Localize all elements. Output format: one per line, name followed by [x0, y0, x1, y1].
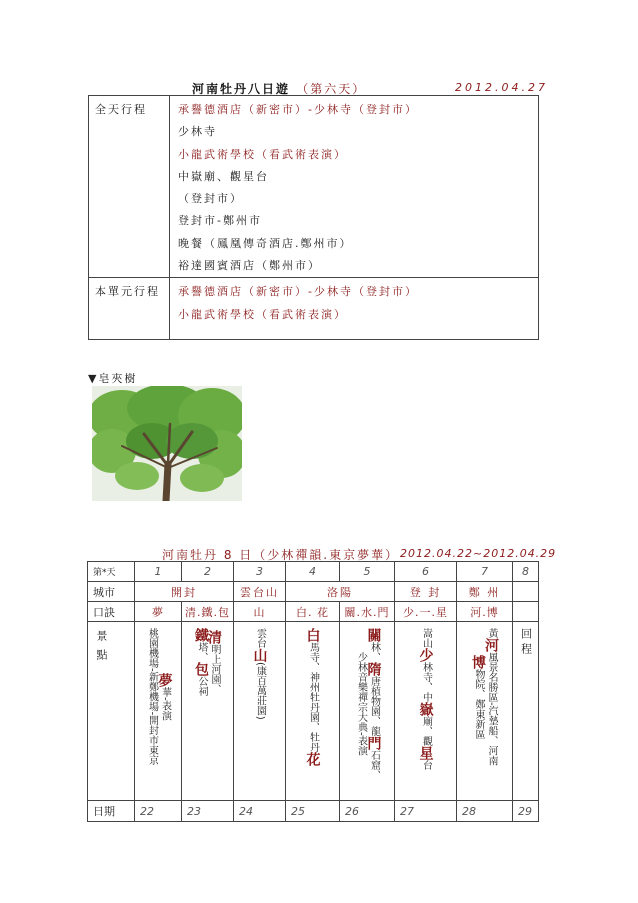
city-label: 城市	[88, 582, 135, 602]
sights-label-cell	[88, 622, 135, 801]
date-cell: 23	[182, 801, 234, 822]
header-date: 2012.04.27	[455, 81, 548, 94]
sights-text: 回程	[519, 628, 533, 658]
photo-caption: ▼皂夾樹	[88, 372, 138, 385]
itinerary-table	[88, 95, 539, 340]
sights-text: 黃河風景名勝區-汽墊船、河南	[483, 628, 499, 766]
itinerary-line: 少林寺	[178, 125, 217, 139]
schedule-date-row	[88, 801, 539, 822]
sights-cell	[513, 622, 539, 801]
day-number: 2	[182, 562, 234, 582]
sights-text: 鐵塔、包公祠	[193, 628, 209, 696]
date-cell: 28	[457, 801, 513, 822]
itinerary-line: 晚餐（鳳凰傳奇酒店.鄭州市）	[178, 236, 353, 250]
itinerary-line: 登封市-鄭州市	[178, 214, 262, 228]
tree-photo	[92, 386, 242, 501]
itinerary-label: 全天行程	[89, 96, 170, 278]
sights-text: 博物院、鄭東新區	[470, 654, 486, 739]
date-cell: 29	[513, 801, 539, 822]
itinerary-line: （登封市）	[178, 192, 243, 206]
day-label: （第六天）	[296, 82, 367, 96]
motto-label: 口訣	[88, 602, 135, 622]
city-cell: 雲台山	[234, 582, 286, 602]
sights-cell	[286, 622, 340, 801]
motto-cell-empty	[513, 602, 539, 622]
itinerary-content	[170, 278, 539, 340]
itinerary-row	[89, 96, 539, 278]
sights-text: 少林音樂禪宗大典-表演	[355, 652, 367, 756]
sights-cell	[457, 622, 513, 801]
sights-cell	[395, 622, 457, 801]
sights-cell	[340, 622, 395, 801]
schedule-motto-row	[88, 602, 539, 622]
sights-cell	[135, 622, 182, 801]
city-cell: 開封	[135, 582, 234, 602]
motto-cell: 河.博	[457, 602, 513, 622]
itinerary-line: 裕達國賓酒店（鄭州市）	[178, 259, 321, 273]
schedule-title: 河南牡丹 8 日（少林禪韻.東京夢華）	[162, 548, 400, 562]
schedule-range: 2012.04.22~2012.04.29	[400, 547, 557, 560]
itinerary-row	[89, 278, 539, 340]
date-cell: 24	[234, 801, 286, 822]
day-number: 8	[513, 562, 539, 582]
sights-cell	[234, 622, 286, 801]
itinerary-line: 承譽德酒店（新密市）-少林寺（登封市）	[178, 285, 418, 299]
sights-text: 關林、隋唐植物園、龍門石窟、	[365, 628, 382, 780]
sights-text: 清明上河園、	[206, 630, 222, 694]
sights-text: 嵩山少林寺、中嶽廟、觀星台	[417, 628, 434, 770]
sights-text: 雲台山(康百萬莊園)	[251, 628, 268, 720]
day-header: 第*天	[88, 562, 135, 582]
date-cell: 22	[135, 801, 182, 822]
itinerary-line: 中嶽廟、觀星台	[178, 169, 269, 183]
motto-cell: 關.水.門	[340, 602, 395, 622]
motto-cell: 白. 花	[286, 602, 340, 622]
schedule-day-row	[88, 562, 539, 582]
date-cell: 25	[286, 801, 340, 822]
sights-label: 景點	[95, 630, 108, 668]
itinerary-content	[170, 96, 539, 278]
itinerary-line: 承譽德酒店（新密市）-少林寺（登封市）	[178, 103, 418, 116]
date-cell: 26	[340, 801, 395, 822]
motto-cell: 夢	[135, 602, 182, 622]
motto-cell: 少.一.星	[395, 602, 457, 622]
day-number: 1	[135, 562, 182, 582]
sights-text: 夢華-表演	[156, 672, 173, 721]
schedule-sights-row	[88, 622, 539, 801]
itinerary-line: 小龍武術學校（看武術表演）	[178, 147, 347, 161]
city-cell-empty	[513, 582, 539, 602]
date-label: 日期	[88, 801, 135, 822]
sights-text: 桃園機場-新鄭機場-開封市東京	[146, 628, 158, 766]
itinerary-label: 本單元行程	[89, 278, 170, 340]
motto-cell: 清.鐵.包	[182, 602, 234, 622]
day-number: 4	[286, 562, 340, 582]
itinerary-line: 小龍武術學校（看武術表演）	[178, 307, 347, 321]
city-cell: 登 封	[395, 582, 457, 602]
day-number: 7	[457, 562, 513, 582]
sights-text: 白馬寺、神州牡丹園、牡丹花	[304, 628, 321, 766]
title-text: 河南牡丹八日遊	[192, 82, 291, 96]
city-cell: 鄭 州	[457, 582, 513, 602]
motto-cell: 山	[234, 602, 286, 622]
sights-cell	[182, 622, 234, 801]
schedule-table	[87, 561, 539, 822]
day-number: 3	[234, 562, 286, 582]
schedule-city-row	[88, 582, 539, 602]
city-cell: 洛陽	[286, 582, 395, 602]
day-number: 5	[340, 562, 395, 582]
date-cell: 27	[395, 801, 457, 822]
day-number: 6	[395, 562, 457, 582]
